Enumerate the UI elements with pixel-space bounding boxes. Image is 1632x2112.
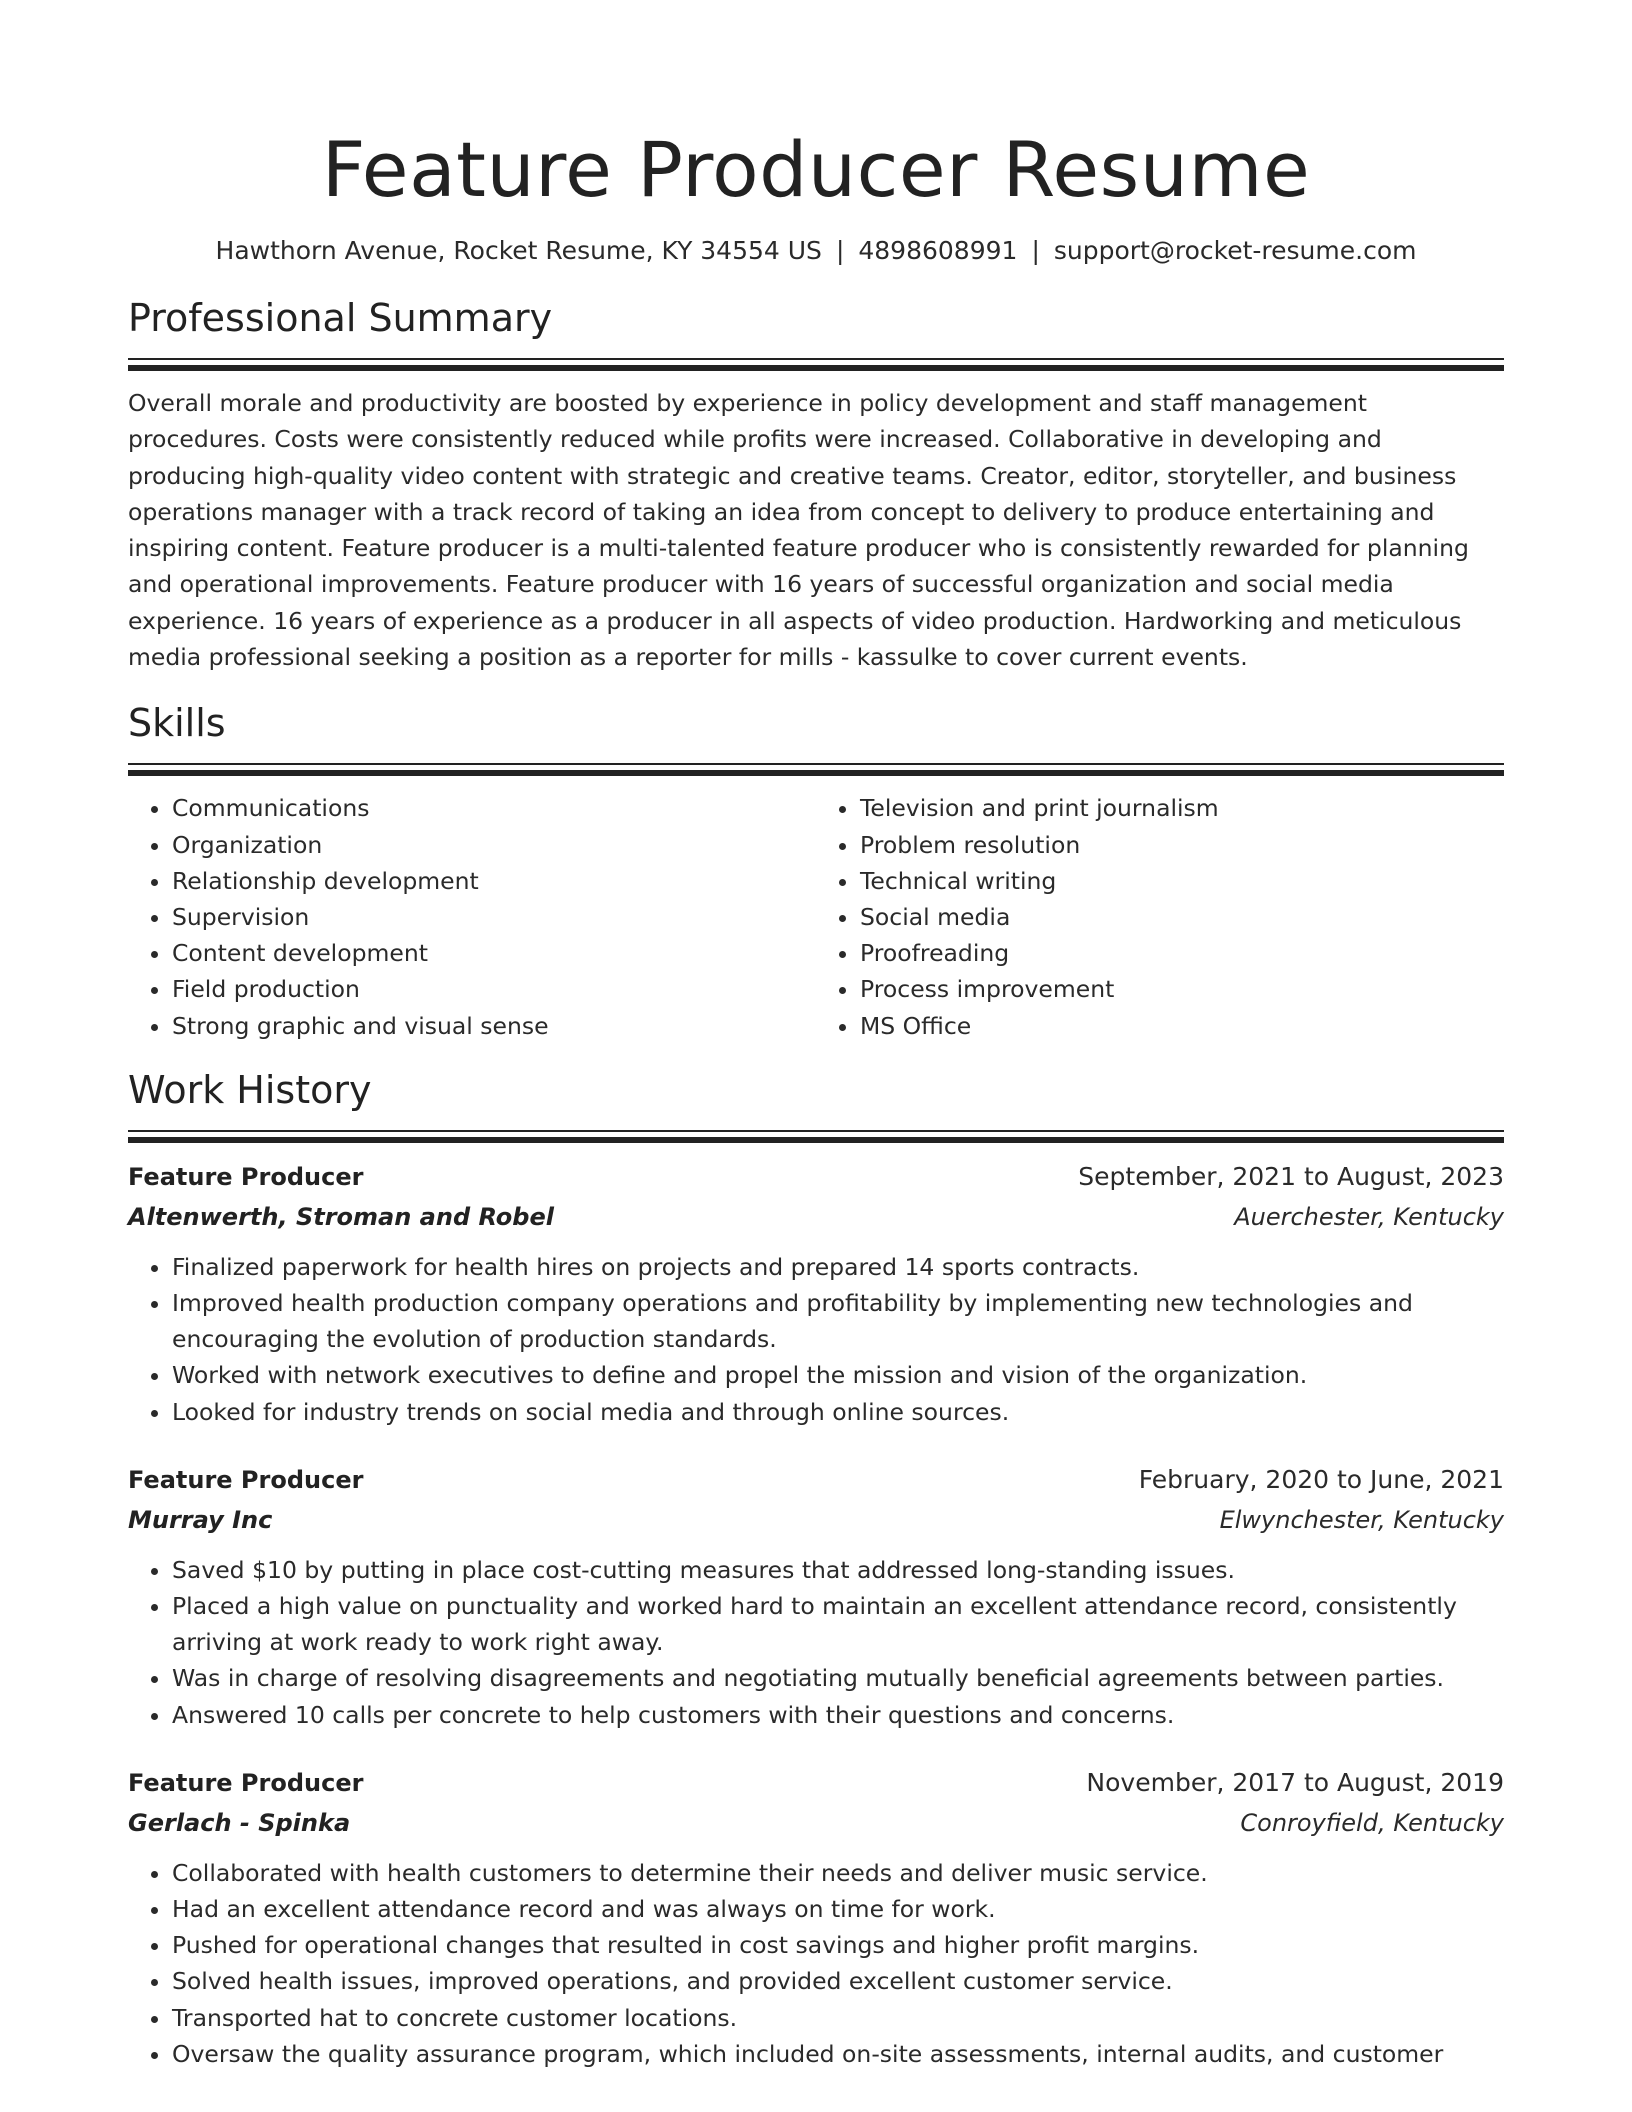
job-title: Feature Producer [128,1768,364,1797]
job-title: Feature Producer [128,1162,364,1191]
skill-item: • Proofreading [860,935,1504,971]
job-bullet: • Placed a high value on punctuality and worked hard to maintain an excellent attendance record, consistently arriving at work ready to work right away. [172,1588,1504,1660]
job-location: Conroyfield, Kentucky [1240,1808,1504,1837]
job-company: Murray Inc [128,1505,273,1534]
skill-item: • Strong graphic and visual sense [172,1008,816,1044]
summary-section [128,294,1504,675]
job-dates: February, 2020 to June, 2021 [1138,1464,1504,1494]
job-bullet: • Oversaw the quality assurance program, which included on-site assessments, internal audits, and customer [172,2036,1504,2072]
job-bullet: • Answered 10 calls per concrete to help customers with their questions and concerns. [172,1697,1504,1733]
job-company: Gerlach - Spinka [128,1808,351,1837]
job-bullets [128,1249,1504,1430]
job-header-row [128,1157,1504,1197]
contact-separator: | [1031,236,1040,265]
job-bullet: • Was in charge of resolving disagreements and negotiating mutually beneficial agreements between parties. [172,1660,1504,1696]
skills-section [128,699,1504,1043]
job-bullet: • Solved health issues, improved operations, and provided excellent customer service. [172,1963,1504,1999]
job-company-row [128,1803,1504,1843]
section-divider [128,358,1504,371]
work-history-section [128,1066,1504,2072]
job-bullet: • Looked for industry trends on social media and through online sources. [172,1394,1504,1430]
skill-item: • Television and print journalism [860,790,1504,826]
skill-item: • Social media [860,899,1504,935]
job-location: Auerchester, Kentucky [1234,1202,1504,1231]
job-dates: September, 2021 to August, 2023 [1078,1161,1504,1191]
job-location: Elwynchester, Kentucky [1219,1505,1504,1534]
skill-item: • Content development [172,935,816,971]
resume-page [128,0,1504,2072]
job-bullet: • Worked with network executives to define and propel the mission and vision of the organization. [172,1357,1504,1393]
job-company: Altenwerth, Stroman and Robel [128,1202,554,1231]
section-divider [128,763,1504,776]
contact-phone: 4898608991 [858,236,1018,265]
job-bullet: • Pushed for operational changes that resulted in cost savings and higher profit margins. [172,1927,1504,1963]
job-header-row [128,1460,1504,1500]
job-dates: November, 2017 to August, 2019 [1086,1767,1504,1797]
skill-item: • Supervision [172,899,816,935]
skill-item: • Communications [172,790,816,826]
skill-item: • Field production [172,971,816,1007]
job-bullet: • Finalized paperwork for health hires on projects and prepared 14 sports contracts. [172,1249,1504,1285]
job-entry [128,1157,1504,1430]
skill-item: • Process improvement [860,971,1504,1007]
summary-heading: Professional Summary [128,296,553,340]
skills-heading: Skills [128,701,226,746]
section-divider [128,1130,1504,1143]
job-bullets [128,1855,1504,2072]
skill-item: • Relationship development [172,863,816,899]
job-entry [128,1763,1504,2072]
job-bullet: • Had an excellent attendance record and was always on time for work. [172,1891,1504,1927]
skill-item: • Organization [172,827,816,863]
contact-email: support@rocket-resume.com [1053,236,1417,265]
skills-columns [128,790,1504,1043]
job-company-row [128,1197,1504,1237]
job-bullet: • Saved $10 by putting in place cost-cutting measures that addressed long-standing issues. [172,1552,1504,1588]
skill-item: • Problem resolution [860,827,1504,863]
summary-text: Overall morale and productivity are boosted by experience in policy development and staff management procedures. Costs were consistently reduced while profits were increased. Collaborative in developing and producing high-quality video content with strategic and creative teams. Creator, editor, storyteller, and business operations manager with a track record of taking an idea from concept to delivery to produce entertaining and inspiring content. Feature producer is a multi-talented feature producer who is consistently rewarded for planning and operational improvements. Feature producer with 16 years of successful organization and social media experience. 16 years of experience as a producer in all aspects of video production. Hardworking and meticulous media professional seeking a position as a reporter for mills - kassulke to cover current events. [128,389,1469,672]
skill-item: • Technical writing [860,863,1504,899]
resume-title: Feature Producer Resume [321,125,1311,214]
skills-list-right [816,790,1504,1043]
job-entry [128,1460,1504,1733]
work-history-heading: Work History [128,1067,372,1112]
contact-address: Hawthorn Avenue, Rocket Resume, KY 34554 US [215,236,822,265]
job-bullet: • Transported hat to concrete customer locations. [172,2000,1504,2036]
skills-list-left [128,790,816,1043]
job-title: Feature Producer [128,1465,364,1494]
job-company-row [128,1500,1504,1540]
contact-separator: | [835,236,845,265]
skill-item: • MS Office [860,1008,1504,1044]
job-bullets [128,1552,1504,1733]
job-bullet: • Improved health production company operations and profitability by implementing new technologies and encouraging the evolution of production standards. [172,1285,1504,1357]
job-bullet: • Collaborated with health customers to determine their needs and deliver music service. [172,1855,1504,1891]
contact-line [128,234,1504,268]
job-header-row [128,1763,1504,1803]
